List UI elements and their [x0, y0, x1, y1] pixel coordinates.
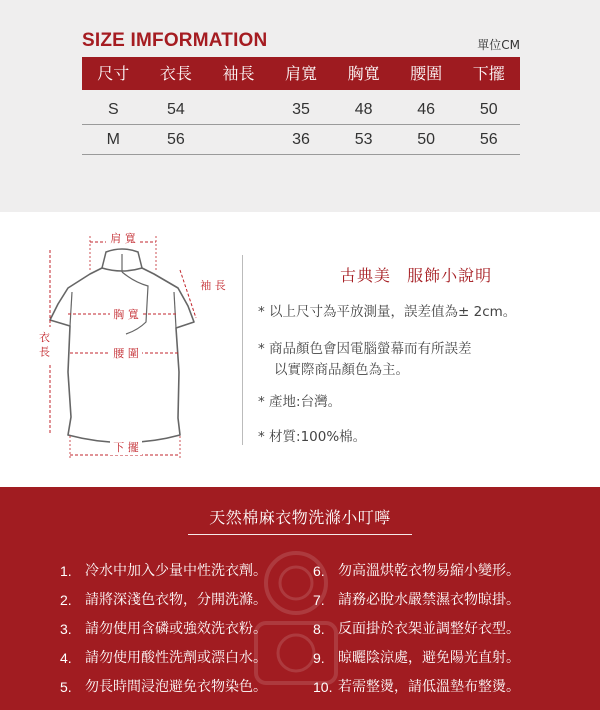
list-item: [60, 586, 267, 615]
table-cell: 46: [417, 101, 436, 118]
item-text: 請勿使用含磷或強效洗衣粉。: [85, 621, 267, 637]
table-cell: 35: [292, 101, 310, 118]
note-text: * 材質:100%棉。: [258, 429, 367, 445]
care-list-right: [313, 557, 520, 702]
table-cell: 48: [354, 101, 373, 118]
item-number: 3.: [60, 621, 72, 637]
label-shoulder: 肩 寬: [110, 232, 136, 245]
garment-diagram: [30, 222, 226, 464]
header-cell: 袖長: [222, 64, 255, 83]
list-item: [60, 644, 267, 673]
table-cell: 56: [479, 131, 498, 148]
item-text: 勿高溫烘乾衣物易縮小變形。: [338, 563, 520, 579]
item-number: 6.: [313, 563, 325, 579]
table-header: [82, 57, 520, 90]
size-title: SIZE IMFORMATION: [82, 30, 268, 51]
list-item: [313, 615, 520, 644]
list-item: [60, 557, 267, 586]
size-section: [0, 0, 600, 212]
table-row: [82, 126, 520, 155]
item-number: 1.: [60, 563, 72, 579]
unit-label: 單位CM: [477, 38, 520, 52]
table-cell: 36: [292, 131, 310, 148]
item-number: 4.: [60, 650, 72, 666]
note-text: [258, 339, 472, 381]
header-cell: 腰圍: [410, 64, 443, 83]
care-divider: [188, 534, 412, 535]
info-title: 古典美 服飾小說明: [340, 266, 493, 285]
item-text: 冷水中加入少量中性洗衣劑。: [85, 563, 267, 579]
item-number: 10.: [313, 679, 333, 695]
label-chest: 胸 寬: [113, 308, 139, 321]
note-text: * 產地:台灣。: [258, 394, 342, 410]
divider: [242, 255, 243, 445]
item-number: 7.: [313, 592, 325, 608]
item-number: 5.: [60, 679, 72, 695]
item-text: 請務必脫水嚴禁濕衣物晾掛。: [338, 592, 520, 608]
table-cell: 54: [166, 101, 185, 118]
header-cell: 尺寸: [97, 64, 130, 83]
item-text: 反面掛於衣架並調整好衣型。: [338, 621, 520, 637]
list-item: [313, 557, 520, 586]
table-cell: [207, 126, 270, 154]
item-text: 若需整燙，請低溫墊布整燙。: [338, 679, 520, 695]
note-text: * 以上尺寸為平放測量，誤差值為± 2cm。: [258, 304, 517, 320]
item-text: 請將深淺色衣物，分開洗滌。: [85, 592, 267, 608]
header-cell: 胸寬: [347, 64, 380, 83]
care-list-left: [60, 557, 267, 702]
item-text: 晾曬陰涼處，避免陽光直射。: [338, 650, 520, 666]
header-cell: 下擺: [472, 64, 505, 83]
note-line: 以實際商品顏色為主。: [274, 362, 409, 378]
table-cell: 50: [417, 131, 436, 148]
item-number: 9.: [313, 650, 325, 666]
header-cell: 肩寬: [285, 64, 318, 83]
item-text: 請勿使用酸性洗劑或漂白水。: [85, 650, 267, 666]
list-item: [60, 673, 267, 702]
label-sleeve: 袖 長: [200, 279, 226, 292]
note-line: * 商品顏色會因電腦螢幕而有所誤差: [258, 341, 472, 357]
table-row: [82, 96, 520, 125]
table-cell: 56: [166, 131, 185, 148]
list-item: [313, 586, 520, 615]
item-number: 2.: [60, 592, 72, 608]
care-title: 天然棉麻衣物洗滌小叮嚀: [209, 508, 391, 527]
table-cell: S: [107, 101, 119, 118]
table-cell: [207, 96, 270, 124]
table-cell: 50: [479, 101, 498, 118]
care-section: [0, 487, 600, 710]
table-cell: 53: [354, 131, 373, 148]
list-item: [60, 615, 267, 644]
label-waist: 腰 圍: [113, 347, 139, 360]
table-cell: M: [106, 131, 120, 148]
list-item: [313, 644, 520, 673]
list-item: [313, 673, 520, 702]
item-text: 勿長時間浸泡避免衣物染色。: [85, 679, 267, 695]
header-cell: 衣長: [159, 64, 192, 83]
item-number: 8.: [313, 621, 325, 637]
label-length: 衣 長: [37, 331, 51, 357]
label-hem: 下 擺: [113, 441, 139, 454]
